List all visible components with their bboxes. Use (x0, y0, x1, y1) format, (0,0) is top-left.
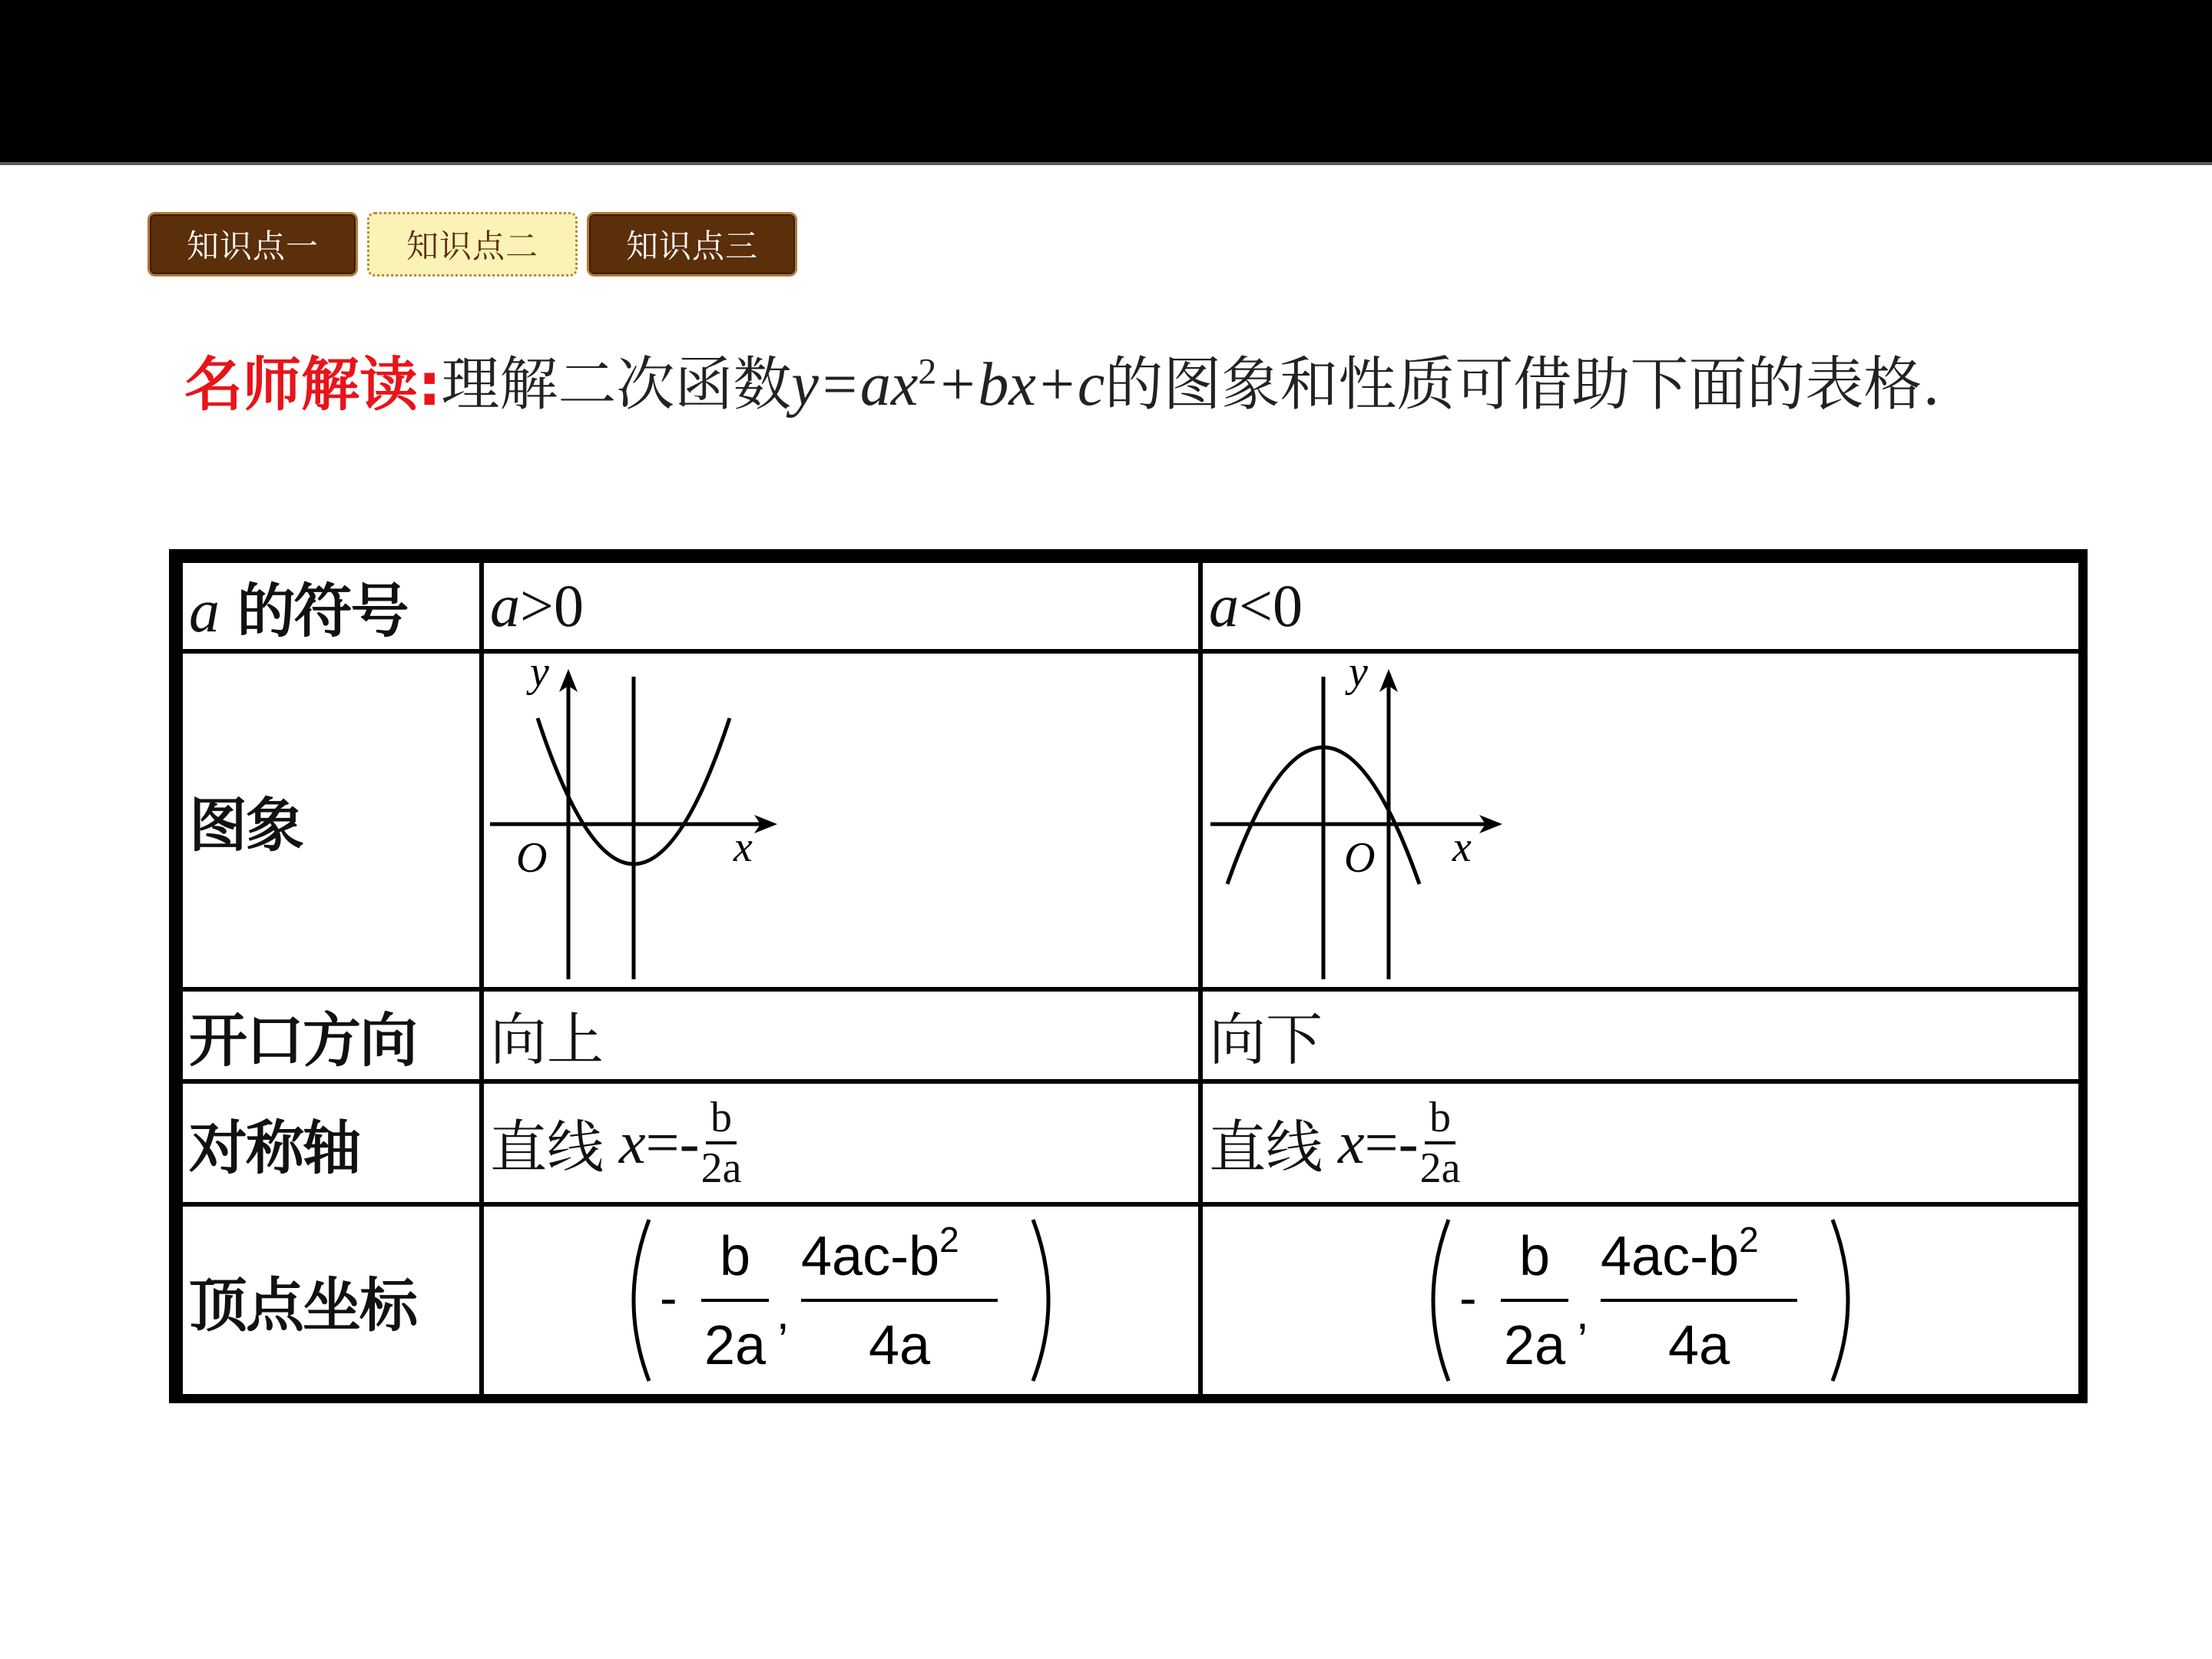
svg-text:-: - (1459, 1269, 1477, 1327)
cell-graph-upward (482, 651, 1200, 989)
cell-a-negative: a<0 (1200, 561, 2081, 651)
svg-text:,: , (1576, 1287, 1589, 1339)
cell-vertex-negative (1200, 1204, 2081, 1396)
row-axis (180, 1081, 2081, 1204)
row-axis-header: 对称轴 (180, 1081, 482, 1204)
cell-a-positive: a>0 (482, 561, 1200, 651)
svg-text:4a: 4a (1667, 1315, 1730, 1376)
row-sign (180, 561, 2081, 651)
parabola-up-graph (484, 655, 1190, 985)
x-axis-label: x (733, 823, 753, 871)
svg-text:2a: 2a (704, 1315, 767, 1376)
row-sign-header: a 的符号 (180, 561, 482, 651)
vertex-numerator: $4ac-b^2$ (1601, 1220, 1759, 1287)
row-opening-header: 开口方向 (180, 989, 482, 1081)
row-vertex-header: 顶点坐标 (180, 1204, 482, 1396)
tab-knowledge-point-3[interactable]: 知识点三 (587, 212, 797, 276)
parabola-down-graph (1203, 655, 2071, 985)
intro-formula: $y=ax^2+bx+c$ (791, 350, 1105, 419)
cell-opening-up: 向上 (482, 989, 1200, 1081)
row-graph-header: 图象 (180, 651, 482, 989)
intro-lead: 名师解读: (184, 349, 442, 419)
y-axis-label: y (530, 655, 549, 696)
row-opening (180, 989, 2081, 1081)
svg-text:b: b (719, 1226, 751, 1287)
svg-text:4a: 4a (868, 1315, 931, 1376)
top-bar (0, 0, 2212, 162)
row-vertex (180, 1204, 2081, 1396)
origin-label: O (516, 834, 548, 882)
axis-fraction: $\frac{b}{2a}$ (1419, 1094, 1461, 1192)
svg-text:,: , (777, 1287, 790, 1339)
vertex-formula (1426, 1212, 1856, 1389)
tab-knowledge-point-2[interactable]: 知识点二 (367, 212, 578, 276)
intro-text-after: 的图象和性质可借助下面的表格. (1104, 349, 1941, 419)
cell-graph-downward (1200, 651, 2081, 989)
svg-text:b: b (1518, 1226, 1551, 1287)
cell-axis-positive: 直线 x =- $\frac{b}{2a}$ (482, 1081, 1200, 1204)
origin-label: O (1344, 834, 1376, 882)
axis-fraction: $\frac{b}{2a}$ (700, 1094, 742, 1192)
vertex-formula (626, 1212, 1056, 1389)
cell-vertex-positive (482, 1204, 1200, 1396)
row-graph (180, 651, 2081, 989)
cell-axis-negative: 直线 x =- $\frac{b}{2a}$ (1200, 1081, 2081, 1204)
svg-text:2a: 2a (1503, 1315, 1566, 1376)
intro-paragraph (123, 323, 2120, 434)
svg-text:-: - (660, 1269, 677, 1327)
cell-opening-down: 向下 (1200, 989, 2081, 1081)
vertex-numerator: $4ac-b^2$ (801, 1220, 959, 1287)
y-axis-label: y (1349, 655, 1368, 696)
x-axis-label: x (1452, 823, 1472, 871)
intro-text-before: 理解二次函数 (441, 349, 792, 419)
tab-knowledge-point-1[interactable]: 知识点一 (147, 212, 358, 276)
top-bar-divider (0, 162, 2212, 165)
properties-table (169, 549, 2088, 1403)
